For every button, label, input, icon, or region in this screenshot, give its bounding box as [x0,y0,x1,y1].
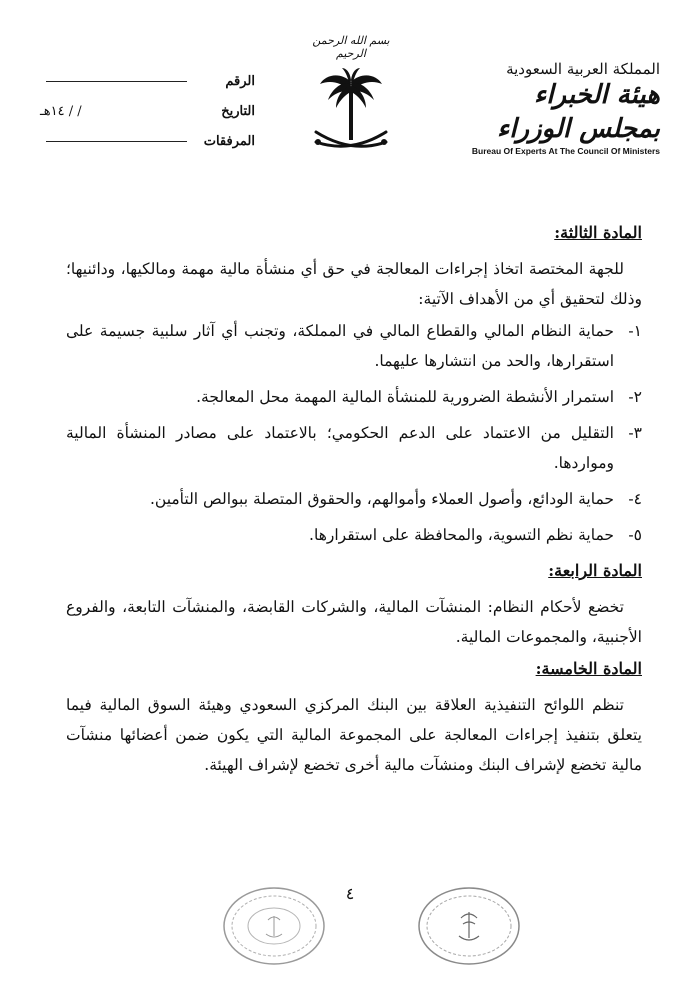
article-3-intro: للجهة المختصة اتخاذ إجراءات المعالجة في حق أي منشأة مالية مهمة ومالكيها، ودائنيها؛ وذلك لتحقيق أي من الأهداف الآتية: [66,260,642,308]
basmala: بسم الله الرحمن الرحيم [312,34,390,60]
page-number: ٤ [345,884,355,903]
palm-swords-emblem-icon [306,62,396,162]
kingdom-name: المملكة العربية السعودية [506,60,660,78]
emblem [296,34,406,166]
ref-attachments-row [40,126,255,156]
article-4-intro: تخضع لأحكام النظام: المنشآت المالية، والشركات القابضة، والمنشآت التابعة، والفروع الأجنبية، والمجموعات المالية. [66,598,642,646]
list-item-text: حماية نظم التسوية، والمحافظة على استقرارها. [309,526,614,544]
list-item-text: حماية الودائع، وأصول العملاء وأموالهم، والحقوق المتصلة ببوالص التأمين. [149,490,614,508]
list-item-number: ٥- [628,526,642,544]
list-item [66,382,642,412]
seal-stamp-icon [220,884,328,968]
article-4-title: المادة الرابعة: [548,561,642,580]
ref-attachments-label: المرفقات [203,133,255,149]
bureau-name-arabic: هيئة الخبراء بمجلس الوزراء [497,80,660,144]
list-item [66,484,642,514]
list-item-text: استمرار الأنشطة الضرورية للمنشأة المالية المهمة محل المعالجة. [196,388,614,406]
article-5-title: المادة الخامسة: [535,659,642,678]
ref-number-row [40,66,255,96]
ref-number-label: الرقم [225,73,255,89]
reference-block [40,66,255,156]
list-item-number: ٢- [628,388,642,406]
list-item-number: ٣- [628,424,642,442]
list-item-text: حماية النظام المالي والقطاع المالي في المملكة، وتجنب أي آثار سلبية جسيمة على استقرارها، والحد من انتشارها عليهما. [66,322,614,370]
list-item [66,520,642,550]
list-item [66,418,642,478]
ref-date-label: التاريخ [221,103,255,119]
ref-number-line [46,80,187,82]
list-item-text: التقليل من الاعتماد على الدعم الحكومي؛ بالاعتماد على مصادر المنشأة المالية ومواردها. [66,424,614,472]
ref-attachments-line [46,140,187,142]
article-5-intro: تنظم اللوائح التنفيذية العلاقة بين البنك المركزي السعودي وهيئة السوق المالية فيما يتعلق بتنفيذ إجراءات المعالجة على المجموعة المالية التي يكون ضمن أعضائها منشآت مالية تخضع لإشراف البنك ومنشآت مالية أخرى تخضع لإشراف الهيئة. [66,696,642,774]
list-item-number: ٤- [628,490,642,508]
ref-date-row [40,96,255,126]
ref-date-value: / / ١٤هـ [40,103,82,119]
letterhead [460,60,660,156]
document-body [66,218,642,782]
bureau-name-english: Bureau Of Experts At The Council Of Ministers [471,146,660,156]
article-3-title: المادة الثالثة: [554,223,642,242]
article-3-list [66,316,642,550]
seal-stamp-icon [415,884,523,968]
list-item-number: ١- [628,322,642,340]
list-item [66,316,642,376]
